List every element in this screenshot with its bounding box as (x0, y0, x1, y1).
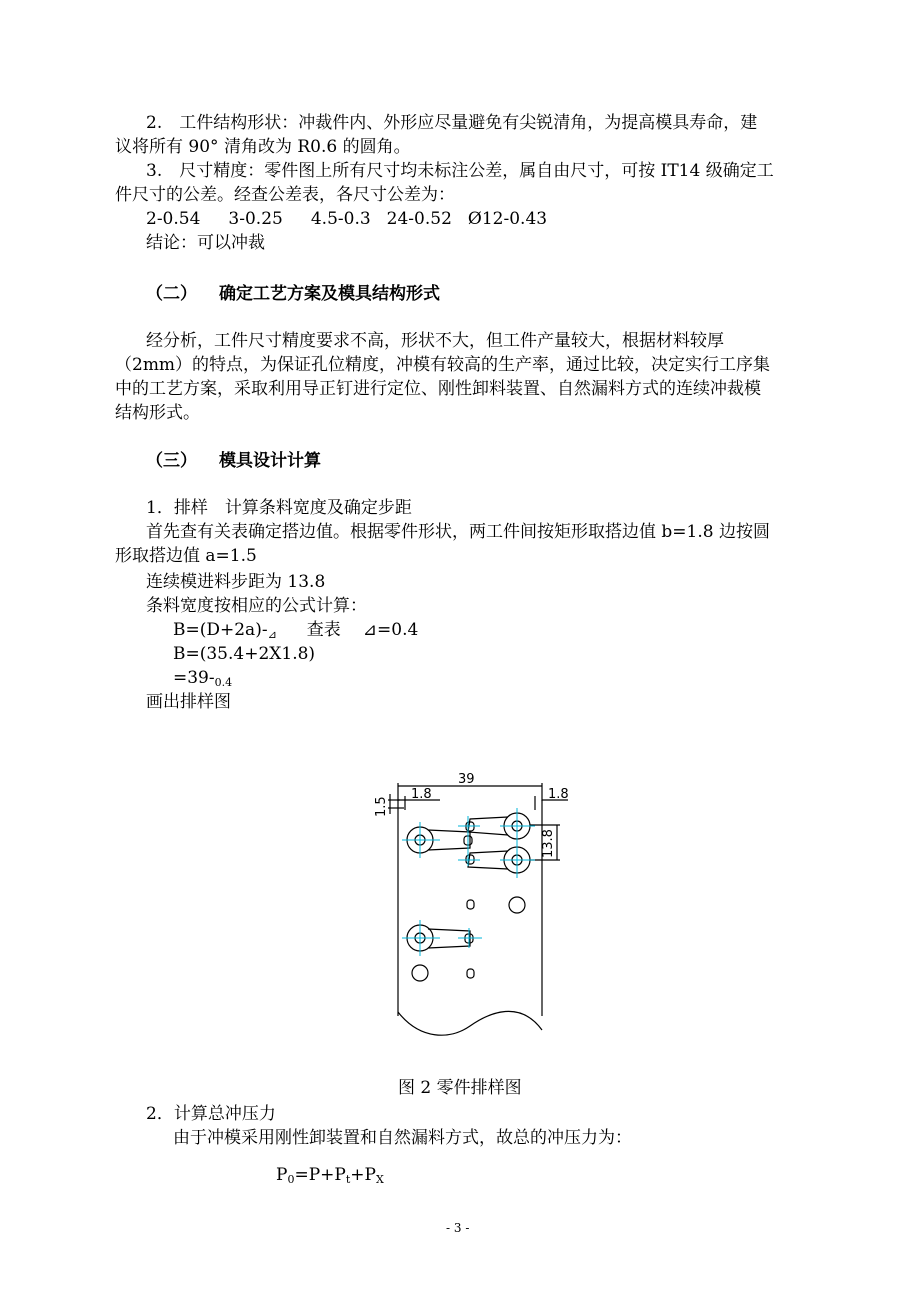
dim-step-label: 13.8 (541, 829, 556, 858)
para2-line2: 议将所有 90° 清角改为 R0.6 的圆角。 (115, 137, 411, 157)
dim-right-margin-label: 1.8 (548, 787, 569, 802)
formula-result: $=39-_{0.4}$ (173, 668, 233, 689)
break-line (398, 1011, 542, 1035)
step2-heading: 2．计算总冲压力 (146, 1104, 276, 1124)
section2-title: 确定工艺方案及模具结构形式 (219, 284, 440, 304)
dim-top-label: 1.5 (374, 796, 389, 817)
section2-number: （二） (146, 284, 197, 304)
figure-caption: 图 2 零件排样图 (398, 1078, 522, 1098)
page-number: - 3 - (446, 1221, 470, 1235)
step1-line: 首先查有关表确定搭边值。根据零件形状，两工件间按矩形取搭边值 b=1.8 边按圆 (146, 522, 770, 542)
formula-strip-width: $B=(D+2a)-_⊿$ 查表 ⊿=0.4 (173, 620, 419, 641)
step1-heading: 1．排样 计算条料宽度及确定步距 (146, 498, 412, 518)
para3-line2: 件尺寸的公差。经查公差表，各尺寸公差为： (115, 185, 455, 205)
step1-line: 连续模进料步距为 13.8 (146, 572, 326, 592)
conclusion: 结论：可以冲裁 (146, 233, 265, 253)
section2-body-line: （2mm）的特点，为保证孔位精度，冲模有较高的生产率，通过比较，决定实行工序集 (115, 355, 771, 375)
tolerance-item: 2-0.54 (146, 209, 201, 229)
section2-body-line: 经分析，工件尺寸精度要求不高，形状不大，但工件产量较大，根据材料较厚 (146, 331, 724, 351)
para3-line1: 3. 尺寸精度：零件图上所有尺寸均未标注公差，属自由尺寸，可按 IT14 级确定工 (146, 161, 774, 181)
step1-line: 形取搭边值 a=1.5 (115, 546, 257, 566)
section3-title: 模具设计计算 (219, 451, 321, 471)
pierced-hole (509, 897, 525, 913)
tolerance-item: 24-0.52 (386, 209, 452, 229)
pierced-slot (467, 969, 474, 978)
para2-line1: 2. 工件结构形状：冲裁件内、外形应尽量避免有尖锐清角，为提高模具寿命，建 (146, 113, 758, 133)
dim-width-label: 39 (458, 772, 475, 787)
pierced-slot (467, 900, 474, 909)
formula-total-force: $P_0=P+P_t+P_X$ (276, 1165, 384, 1186)
pierced-hole (412, 965, 428, 981)
tolerance-item: 3-0.25 (228, 209, 283, 229)
section2-body-line: 结构形式。 (115, 403, 200, 423)
step2-line: 由于冲模采用刚性卸装置和自然漏料方式，故总的冲压力为： (173, 1128, 632, 1148)
draw-note: 画出排样图 (146, 692, 231, 712)
formula-substitution: B=(35.4+2X1.8) (173, 644, 316, 664)
step1-line: 条料宽度按相应的公式计算： (146, 596, 367, 616)
section2-body-line: 中的工艺方案，采取利用导正钉进行定位、刚性卸料装置、自然漏料方式的连续冲裁模 (115, 379, 761, 399)
dim-left-margin-label: 1.8 (411, 787, 432, 802)
tolerance-item: Ø12-0.43 (467, 209, 548, 229)
tolerance-item: 4.5-0.3 (310, 209, 371, 229)
section3-number: （三） (146, 451, 197, 471)
